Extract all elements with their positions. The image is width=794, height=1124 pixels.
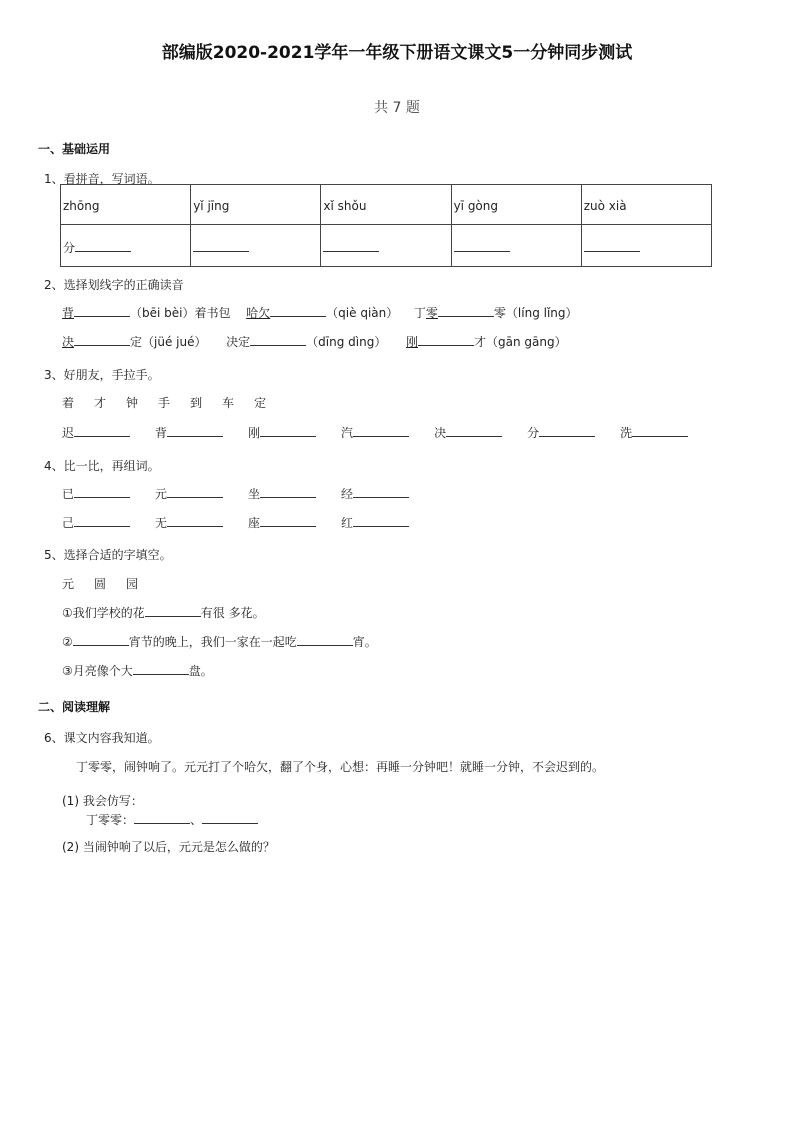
sentence-text: 宵。: [352, 635, 377, 649]
compare-row-1: [62, 485, 409, 502]
answer-blank[interactable]: [270, 304, 326, 317]
option-bank: [62, 575, 158, 592]
underlined-char: 决: [62, 335, 75, 349]
answer-blank[interactable]: [353, 514, 409, 527]
answer-blank[interactable]: [250, 333, 306, 346]
answer-blank[interactable]: [202, 811, 258, 824]
answer-blank[interactable]: [167, 424, 223, 437]
pair-char: 决: [434, 426, 447, 440]
pinyin-options: 定（jüé jué）: [130, 335, 207, 349]
sentence-text: ①我们学校的花: [62, 606, 145, 620]
separator: 、: [190, 813, 203, 827]
answer-blank[interactable]: [353, 424, 409, 437]
question-2-row-2: [62, 333, 567, 350]
sentence-text: 盘。: [188, 664, 213, 678]
answer-blank[interactable]: [167, 514, 223, 527]
answer-cell: [321, 225, 451, 267]
bank-char: 手: [158, 396, 171, 410]
question-1-prompt: 1、看拼音，写词语。: [44, 172, 160, 186]
answer-blank[interactable]: [74, 333, 130, 346]
answer-blank[interactable]: [260, 424, 316, 437]
answer-blank[interactable]: [74, 514, 130, 527]
pair-char: 洗: [620, 426, 633, 440]
answer-blank[interactable]: [193, 239, 249, 252]
question-6-prompt: 6、课文内容我知道。: [44, 731, 160, 745]
underlined-char: 刚: [405, 335, 418, 349]
answer-blank[interactable]: [323, 239, 379, 252]
pinyin-cell: zhōng: [61, 185, 191, 225]
compare-char: 元: [155, 487, 168, 501]
answer-blank[interactable]: [74, 304, 130, 317]
sentence-text: ③月亮像个大: [62, 664, 133, 678]
pinyin-options: 才（gān gāng）: [474, 335, 567, 349]
answer-blank[interactable]: [418, 333, 474, 346]
answer-blank[interactable]: [73, 633, 129, 646]
character-bank: [62, 394, 286, 411]
pinyin-table: [60, 184, 712, 267]
option-char: 园: [126, 577, 139, 591]
subquestion-1-line: [86, 811, 258, 828]
answer-blank[interactable]: [260, 514, 316, 527]
answer-blank[interactable]: [134, 811, 190, 824]
pair-row: [62, 424, 688, 441]
answer-blank[interactable]: [353, 485, 409, 498]
subquestion-2: (2) 当闹钟响了以后，元元是怎么做的？: [62, 840, 275, 854]
bank-char: 钟: [126, 396, 139, 410]
bank-char: 到: [190, 396, 203, 410]
question-4-prompt: 4、比一比，再组词。: [44, 459, 160, 473]
page-title: 部编版2020-2021学年一年级下册语文课文5一分钟同步测试: [161, 43, 633, 63]
pinyin-cell: yǐ jīng: [191, 185, 321, 225]
pinyin-options: 零（líng lǐng）: [493, 306, 578, 320]
underlined-char: 哈欠: [246, 306, 271, 320]
pair-char: 汽: [341, 426, 354, 440]
underlined-char: 零: [425, 306, 438, 320]
subquestion-1: (1) 我会仿写：: [62, 794, 143, 808]
pair-char: 背: [155, 426, 168, 440]
compare-char: 无: [155, 516, 168, 530]
pinyin-options: （bēi bèi）着书包: [130, 306, 231, 320]
answer-blank[interactable]: [167, 485, 223, 498]
answer-blank[interactable]: [539, 424, 595, 437]
word-prefix: 决定: [226, 335, 251, 349]
answer-blank[interactable]: [133, 662, 189, 675]
question-count: 共 7 题: [374, 100, 420, 116]
compare-char: 经: [341, 487, 354, 501]
option-char: 圆: [94, 577, 107, 591]
answer-blank[interactable]: [145, 604, 201, 617]
pair-char: 刚: [248, 426, 261, 440]
answer-blank[interactable]: [74, 424, 130, 437]
sentence-text: 有很 多花。: [200, 606, 265, 620]
answer-blank[interactable]: [260, 485, 316, 498]
question-2-prompt: 2、选择划线字的正确读音: [44, 278, 184, 292]
compare-char: 坐: [248, 487, 261, 501]
pinyin-options: （qiè qiàn）: [326, 306, 399, 320]
answer-cell: [61, 225, 191, 267]
answer-cell: [451, 225, 581, 267]
answer-cell: [581, 225, 711, 267]
option-char: 元: [62, 577, 75, 591]
bank-char: 车: [222, 396, 235, 410]
answer-blank[interactable]: [584, 239, 640, 252]
answer-blank[interactable]: [454, 239, 510, 252]
sentence-text: 丁零零：: [86, 813, 135, 827]
question-3-prompt: 3、好朋友，手拉手。: [44, 368, 160, 382]
pinyin-options: （dīng dìng）: [306, 335, 387, 349]
bank-char: 着: [62, 396, 75, 410]
answer-blank[interactable]: [632, 424, 688, 437]
underlined-char: 背: [62, 306, 75, 320]
pair-char: 分: [527, 426, 540, 440]
answer-blank[interactable]: [446, 424, 502, 437]
fill-line-2: [62, 633, 377, 650]
compare-char: 已: [62, 487, 75, 501]
question-5-prompt: 5、选择合适的字填空。: [44, 548, 172, 562]
fill-line-1: [62, 604, 265, 621]
pinyin-cell: zuò xià: [581, 185, 711, 225]
answer-blank[interactable]: [297, 633, 353, 646]
compare-char: 己: [62, 516, 75, 530]
word-prefix: 丁: [413, 306, 426, 320]
pair-char: 迟: [62, 426, 75, 440]
answer-blank[interactable]: [438, 304, 494, 317]
bank-char: 才: [94, 396, 107, 410]
pinyin-cell: xǐ shǒu: [321, 185, 451, 225]
answer-blank[interactable]: [75, 239, 131, 252]
sentence-text: 宵节的晚上，我们一家在一起吃: [128, 635, 297, 649]
reading-passage: 丁零零，闹钟响了。元元打了个哈欠，翻了个身，心想：再睡一分钟吧！就睡一分钟，不会迟到的。: [76, 760, 605, 774]
section-heading-basic: 一、基础运用: [38, 142, 111, 156]
answer-cell: [191, 225, 321, 267]
compare-row-2: [62, 514, 409, 531]
compare-char: 座: [248, 516, 261, 530]
answer-blank[interactable]: [74, 485, 130, 498]
sentence-text: ②: [62, 635, 73, 649]
question-2-row-1: [62, 304, 578, 321]
bank-char: 定: [254, 396, 267, 410]
section-heading-reading: 二、阅读理解: [38, 700, 111, 714]
pinyin-cell: yī gòng: [451, 185, 581, 225]
fill-line-3: [62, 662, 213, 679]
compare-char: 红: [341, 516, 354, 530]
answer-prefix: 分: [63, 241, 76, 255]
